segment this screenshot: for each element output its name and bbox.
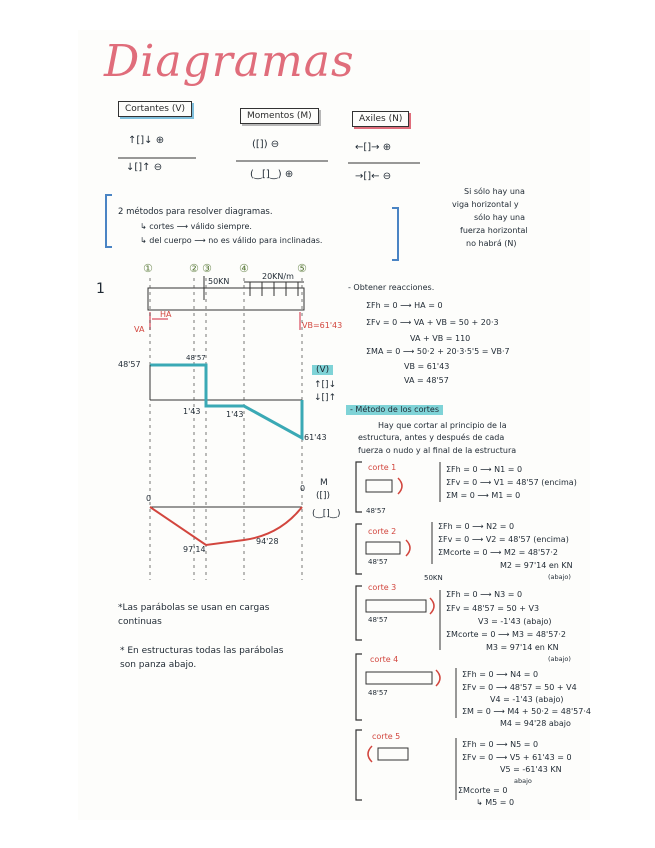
shear-value-end: 61'43 <box>304 433 327 442</box>
ha-label: HA <box>160 310 172 319</box>
moment-value-1: 97'14 <box>183 545 206 554</box>
momentos-positive: ([]) ⊖ <box>252 139 280 150</box>
cortantes-box: Cortantes (V) <box>118 101 192 117</box>
moment-zero-right: 0 <box>300 484 306 493</box>
moment-tag: M <box>320 478 328 488</box>
axiles-box: Axiles (N) <box>352 111 409 127</box>
va-label: VA <box>134 325 145 334</box>
cortantes-negative: ↓[]↑ ⊖ <box>126 162 163 173</box>
momentos-box: Momentos (M) <box>240 108 319 124</box>
shear-value-left: 48'57 <box>118 360 141 369</box>
shear-value-3: 1'43 <box>183 407 201 416</box>
point-load-label: 50KN <box>208 277 230 286</box>
cortantes-positive: ↑[]↓ ⊕ <box>128 135 165 146</box>
axiles-positive: ←[]→ ⊕ <box>355 142 392 153</box>
shear-sign-negative: ↓[]↑ <box>314 393 337 403</box>
moment-value-2: 94'28 <box>256 537 279 546</box>
axiles-negative: →[]← ⊖ <box>355 171 392 182</box>
moment-sign-1: ([]) <box>316 491 331 501</box>
exercise-number: 1 <box>96 281 105 297</box>
shear-value-4: 1'43 <box>226 410 244 419</box>
momentos-negative: (‿[]‿) ⊕ <box>250 169 294 180</box>
page-title: Diagramas <box>104 36 355 87</box>
vb-label: VB=61'43 <box>302 321 343 330</box>
moment-sign-2: (‿[]‿) <box>312 509 341 519</box>
shear-tag: (V) <box>312 365 333 375</box>
moment-zero-left: 0 <box>146 494 152 503</box>
shear-sign-positive: ↑[]↓ <box>314 380 337 390</box>
distributed-load-label: 20KN/m <box>262 272 294 281</box>
shear-value-mid: 48'57 <box>186 354 206 362</box>
